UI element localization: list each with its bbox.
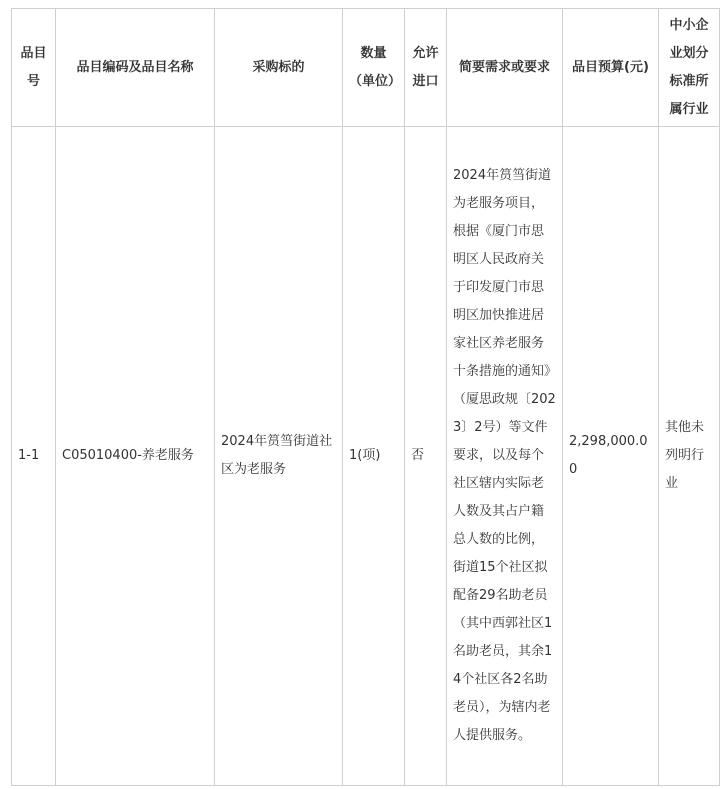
header-requirements: 简要需求或要求 [447,9,563,127]
header-subject: 采购标的 [215,9,343,127]
header-budget: 品目预算(元) [563,9,659,127]
header-row [12,9,720,127]
table-row [12,127,720,786]
cell-budget: 2,298,000.00 [563,127,659,786]
cell-code-name: C05010400-养老服务 [56,127,215,786]
cell-import-allowed: 否 [405,127,447,786]
header-quantity: 数量（单位） [343,9,405,127]
cell-quantity: 1(项) [343,127,405,786]
cell-item-no: 1-1 [12,127,56,786]
header-item-no: 品目号 [12,9,56,127]
header-code-name: 品目编码及品目名称 [56,9,215,127]
header-import-allowed: 允许进口 [405,9,447,127]
procurement-table [11,8,720,786]
header-industry: 中小企业划分标准所属行业 [659,9,720,127]
cell-requirements: 2024年筼筜街道为老服务项目，根据《厦门市思明区人民政府关于印发厦门市思明区加快推进居家社区养老服务十条措施的通知》（厦思政规〔2023〕2号）等文件要求，以及每个社区辖内实际老人数及其占户籍总人数的比例，街道15个社区拟配备29名助老员（其中西郭社区1名助老员，其余14个社区各2名助老员），为辖内老人提供服务。 [447,127,563,786]
cell-subject: 2024年筼筜街道社区为老服务 [215,127,343,786]
cell-industry: 其他未列明行业 [659,127,720,786]
